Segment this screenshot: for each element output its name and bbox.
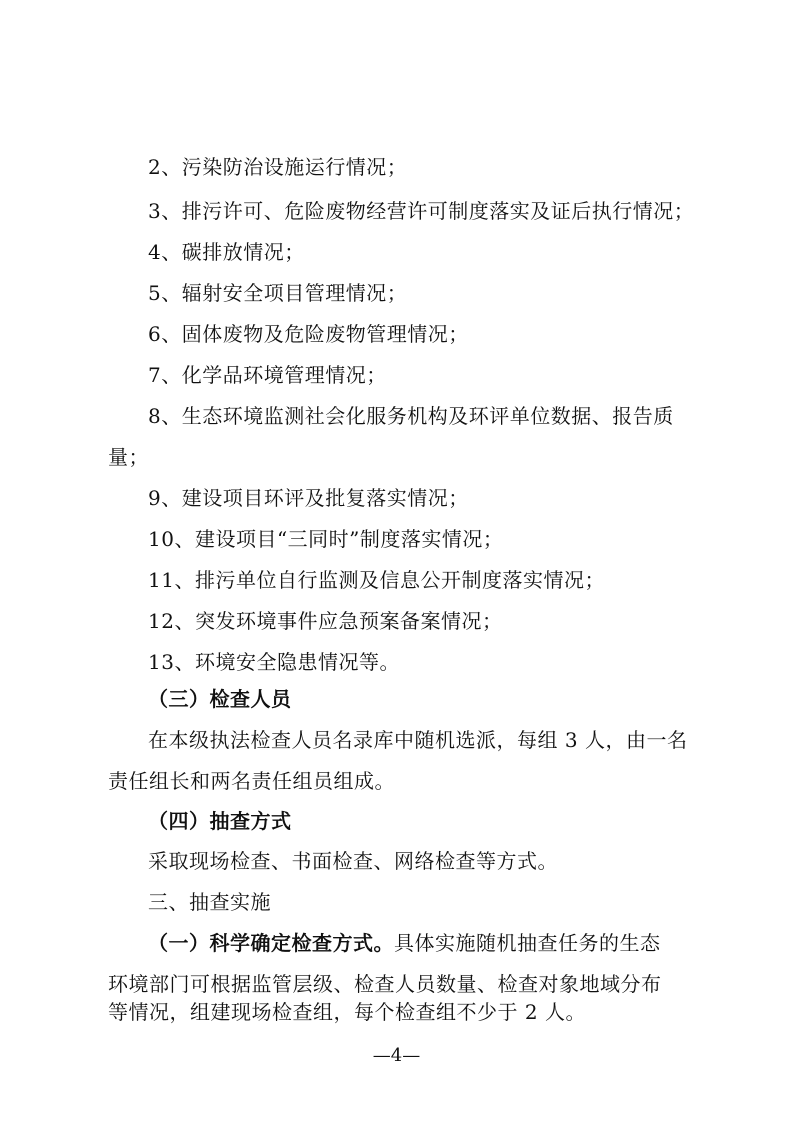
list-item: 4、碳排放情况； <box>148 240 305 264</box>
list-item: 7、化学品环境管理情况； <box>148 363 387 387</box>
paragraph-line: 责任组长和两名责任组员组成。 <box>108 769 395 793</box>
list-item-continuation: 量； <box>108 445 149 469</box>
list-item: 2、污染防治设施运行情况； <box>148 155 408 179</box>
list-item: 12、突发环境事件应急预案备案情况； <box>148 609 503 633</box>
section-heading-method: （四）抽查方式 <box>148 809 292 833</box>
list-item: 8、生态环境监测社会化服务机构及环评单位数据、报告质 <box>148 404 674 428</box>
section-heading-inspectors: （三）检查人员 <box>148 687 292 711</box>
paragraph-line: 环境部门可根据监管层级、检查人员数量、检查对象地域分布 <box>108 972 662 996</box>
subsection-text: 具体实施随机抽查任务的生态 <box>394 931 661 955</box>
paragraph-line: 等情况，组建现场检查组，每个检查组不少于 2 人。 <box>108 1000 586 1024</box>
paragraph-line: 采取现场检查、书面检查、网络检查等方式。 <box>148 849 558 873</box>
page-number: —4— <box>372 1045 421 1066</box>
list-item: 5、辐射安全项目管理情况； <box>148 281 408 305</box>
list-item: 9、建设项目环评及批复落实情况； <box>148 486 469 510</box>
list-item: 13、环境安全隐患情况等。 <box>148 650 400 674</box>
paragraph-line <box>148 931 693 955</box>
list-item: 3、排污许可、危险废物经营许可制度落实及证后执行情况； <box>148 199 695 223</box>
paragraph-line: 在本级执法检查人员名录库中随机选派，每组 3 人，由一名 <box>148 728 688 752</box>
list-item: 10、建设项目“三同时”制度落实情况； <box>148 527 504 551</box>
subsection-lead: （一）科学确定检查方式。 <box>148 931 394 955</box>
list-item: 6、固体废物及危险废物管理情况； <box>148 322 469 346</box>
list-item: 11、排污单位自行监测及信息公开制度落实情况； <box>148 568 605 592</box>
part-heading-implementation: 三、抽查实施 <box>148 890 271 914</box>
